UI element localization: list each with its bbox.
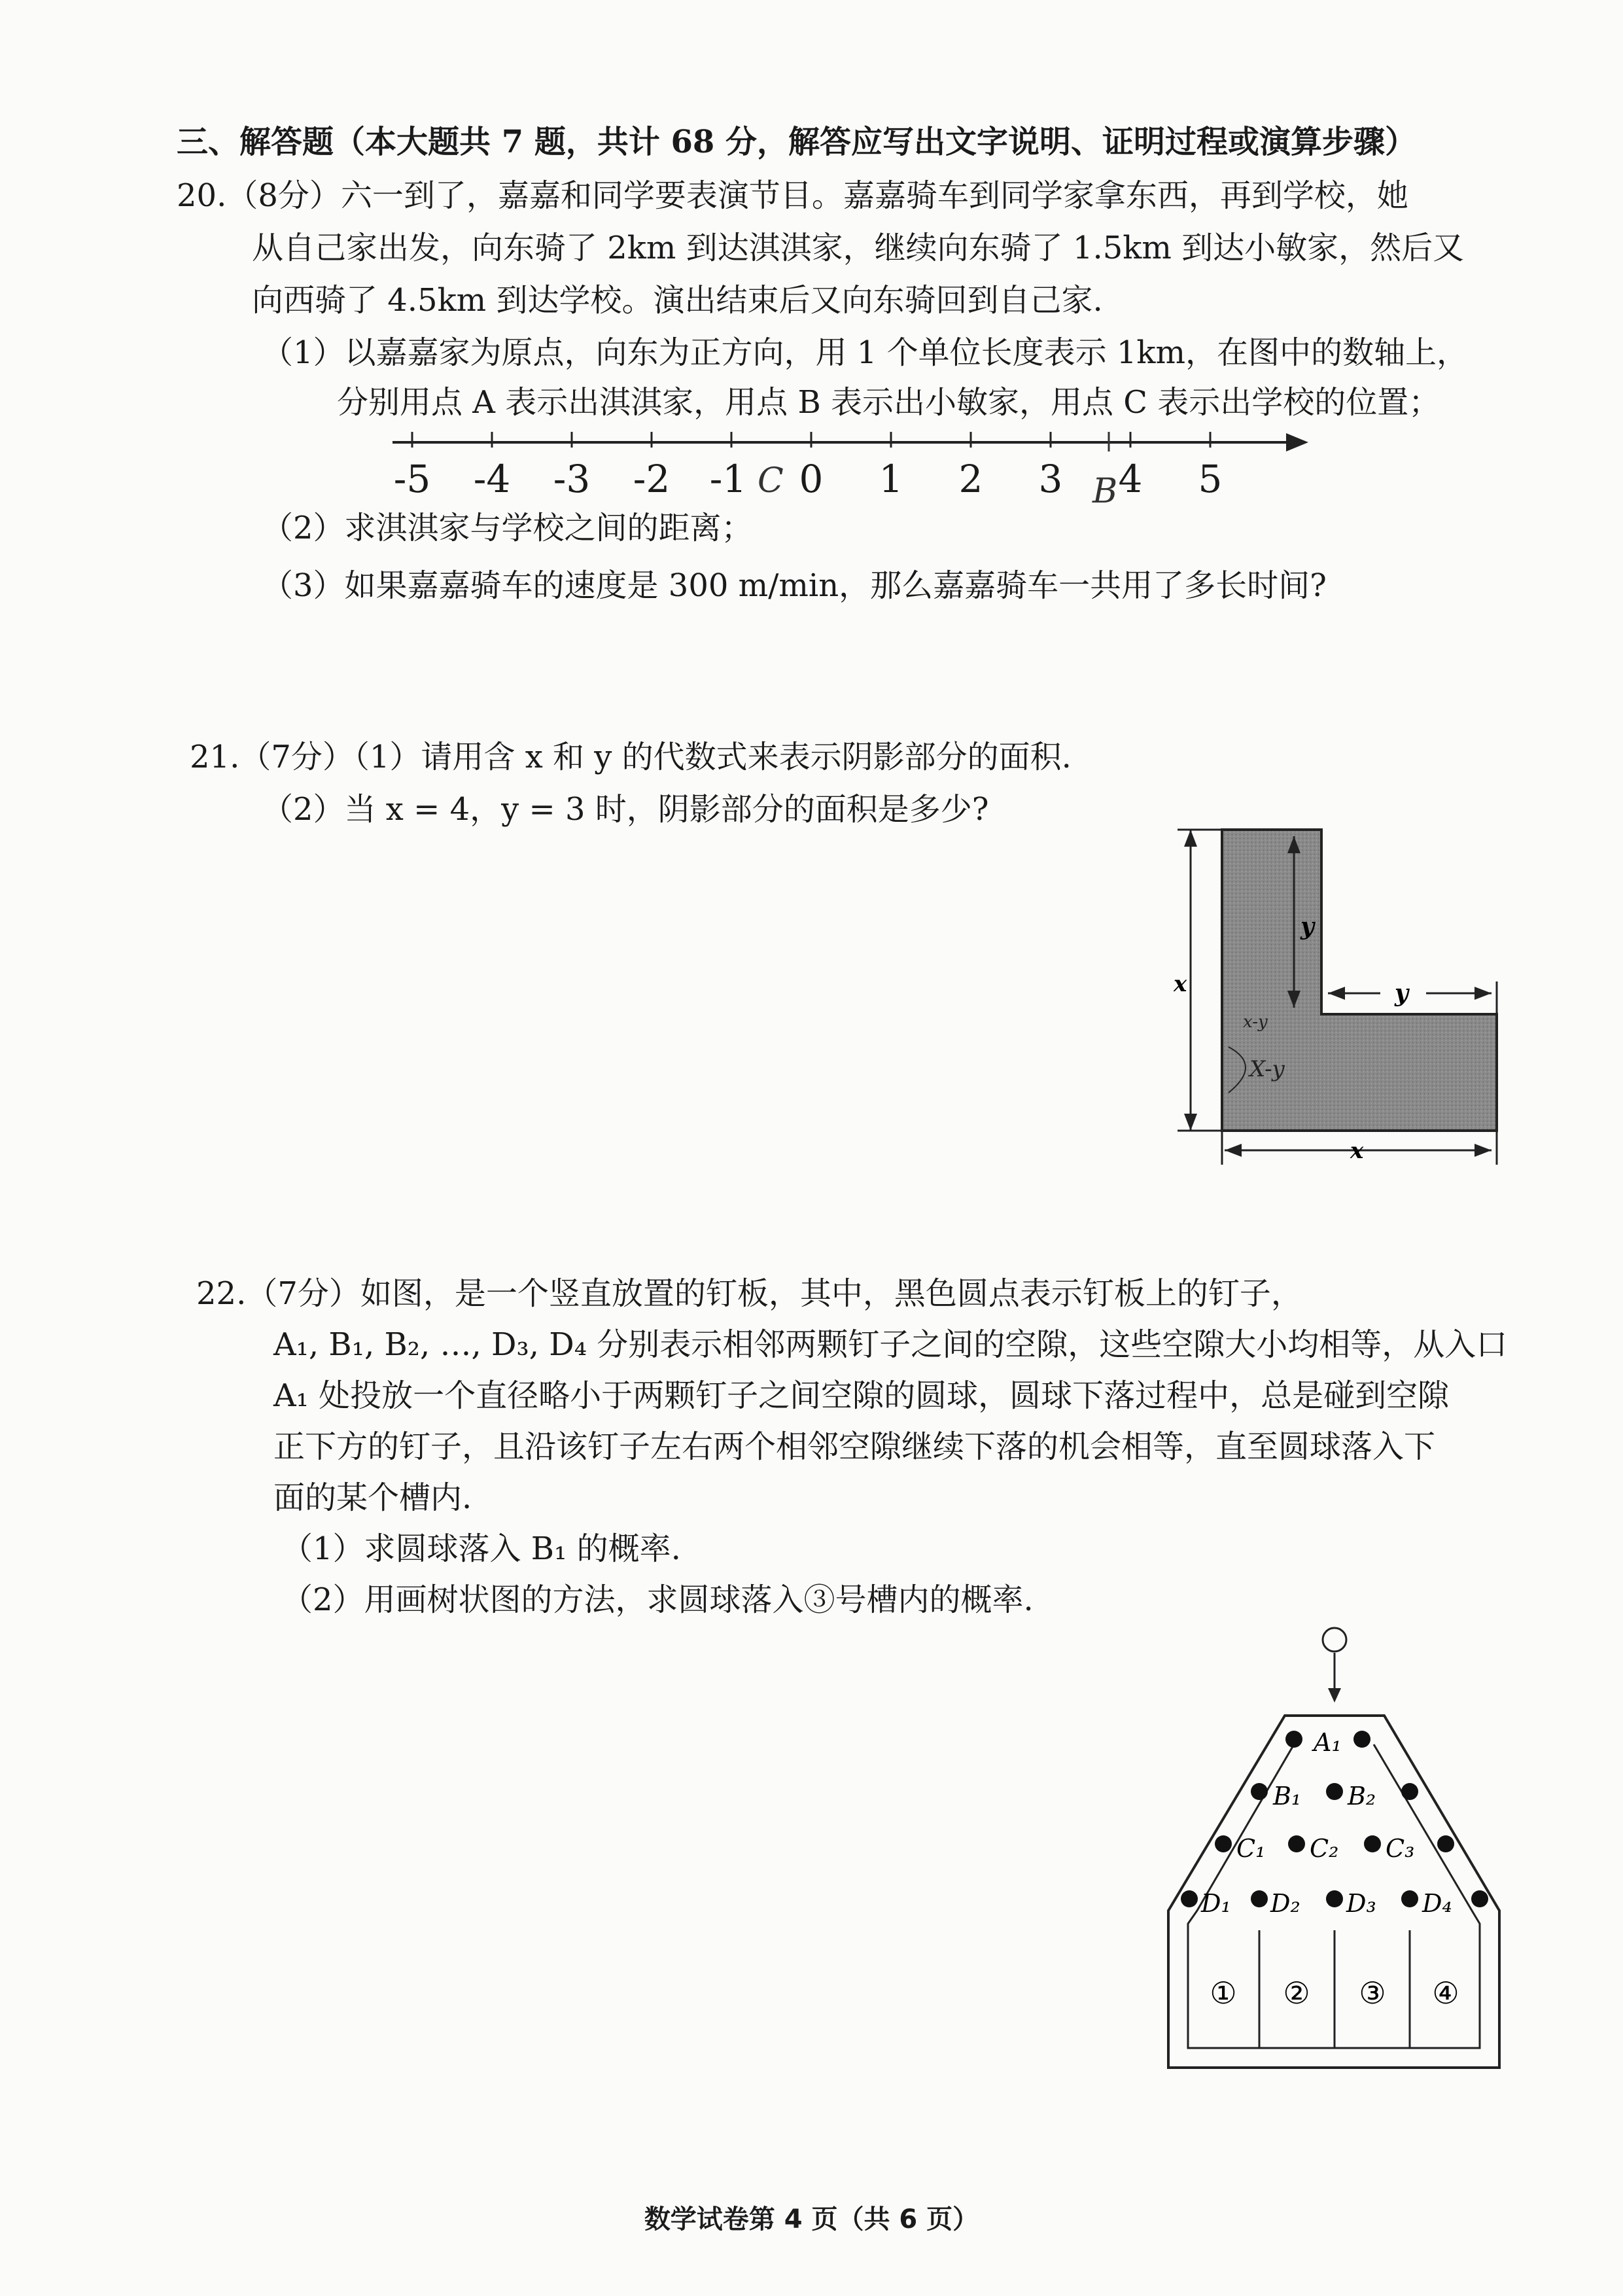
tick-label: -3 [553, 457, 591, 501]
gap-label-d2: D₂ [1270, 1889, 1300, 1918]
q20-part1-line2: 分别用点 A 表示出淇淇家，用点 B 表示出小敏家，用点 C 表示出学校的位置； [337, 384, 1440, 421]
q20-line3: 向西骑了 4.5km 到达学校。演出结束后又向东骑回到自己家. [252, 282, 1103, 319]
q20-points: （8分） [226, 177, 341, 214]
handwritten-note: X-y [1249, 1056, 1285, 1082]
shaded-region [1222, 830, 1497, 1131]
page-footer: 数学试卷第 4 页（共 6 页） [644, 2204, 979, 2234]
gap-label-c3: C₃ [1386, 1834, 1415, 1863]
tick-label: -2 [633, 457, 671, 501]
gap-label-c2: C₂ [1310, 1834, 1339, 1863]
slot-label-2: ② [1283, 1975, 1310, 2011]
label-y-top: y [1300, 913, 1314, 940]
q22-header [196, 1269, 1302, 1318]
q21-number: 21. [190, 739, 240, 775]
handwritten-note: x-y [1243, 1012, 1268, 1032]
q22-part2: （2）用画树状图的方法，求圆球落入③号槽内的概率. [281, 1581, 1034, 1618]
handwritten-mark-b: B [1092, 472, 1118, 510]
q21-points: （7分） [239, 739, 354, 775]
tick-label: 3 [1038, 457, 1063, 501]
gap-label-b2: B₂ [1348, 1782, 1376, 1810]
arrow-down-icon [1328, 1688, 1341, 1703]
tick-label: 0 [799, 457, 824, 501]
gap-label-d3: D₃ [1346, 1889, 1376, 1918]
q22-line2: A₁, B₁, B₂, …, D₃, D₄ 分别表示相邻两颗钉子之间的空隙，这些空隙大小均相等，从入口 [273, 1326, 1508, 1363]
q22-line4: 正下方的钉子，且沿该钉子左右两个相邻空隙继续下落的机会相等，直至圆球落入下 [273, 1428, 1436, 1465]
q21-part2: （2）当 x = 4，y = 3 时，阴影部分的面积是多少? [262, 791, 989, 828]
tick-label: 1 [879, 457, 903, 501]
label-x-bottom: x [1350, 1138, 1364, 1164]
tick-label: 4 [1118, 457, 1143, 501]
section-title: 三、解答题（本大题共 7 题，共计 68 分，解答应写出文字说明、证明过程或演算步骤） [177, 124, 1417, 160]
q22-number: 22. [196, 1275, 247, 1312]
l-shape-figure [1164, 818, 1505, 1171]
label-y-right: y [1395, 980, 1408, 1007]
tick-label: -4 [473, 457, 511, 501]
q20-part1-line1: （1）以嘉嘉家为原点，向东为正方向，用 1 个单位长度表示 1km，在图中的数轴上， [262, 334, 1468, 371]
slot-label-1: ① [1210, 1975, 1237, 2011]
slot-label-3: ③ [1359, 1975, 1386, 2011]
handwritten-mark-c: C [758, 461, 784, 501]
ball-icon [1323, 1628, 1346, 1651]
q22-line3: A₁ 处投放一个直径略小于两颗钉子之间空隙的圆球，圆球下落过程中，总是碰到空隙 [273, 1377, 1450, 1414]
q20-header [177, 171, 1408, 220]
tick-marks [412, 432, 1210, 448]
tick-label: -5 [393, 457, 431, 501]
q21-header [190, 733, 1072, 781]
gap-label-a1: A₁ [1314, 1728, 1342, 1757]
slot-label-4: ④ [1432, 1975, 1459, 2011]
gap-label-d4: D₄ [1422, 1889, 1452, 1918]
gap-label-b1: B₁ [1273, 1782, 1302, 1810]
q22-line5: 面的某个槽内. [273, 1479, 472, 1516]
q20-part2: （2）求淇淇家与学校之间的距离； [262, 510, 753, 546]
q22-line1: 如图，是一个竖直放置的钉板，其中，黑色圆点表示钉板上的钉子， [360, 1275, 1302, 1312]
q21-part1: （1）请用含 x 和 y 的代数式来表示阴影部分的面积. [353, 739, 1072, 775]
tick-label: -1 [709, 457, 747, 501]
label-x-left: x [1174, 971, 1187, 997]
q20-line2: 从自己家出发，向东骑了 2km 到达淇淇家，继续向东骑了 1.5km 到达小敏家，然后又 [252, 230, 1465, 266]
gap-label-c1: C₁ [1236, 1834, 1266, 1863]
q20-number: 20. [177, 177, 227, 214]
gap-label-d1: D₁ [1201, 1889, 1231, 1918]
tick-label: 5 [1198, 457, 1223, 501]
q20-part3: （3）如果嘉嘉骑车的速度是 300 m/min，那么嘉嘉骑车一共用了多长时间? [262, 567, 1327, 604]
tick-label: 2 [958, 457, 983, 501]
q20-line1: 六一到了，嘉嘉和同学要表演节目。嘉嘉骑车到同学家拿东西，再到学校，她 [340, 177, 1408, 214]
number-line [366, 419, 1321, 510]
q22-part1: （1）求圆球落入 B₁ 的概率. [281, 1530, 681, 1567]
q22-points: （7分） [246, 1275, 360, 1312]
arrow-right-icon [1286, 433, 1308, 451]
nail-board-figure [1151, 1616, 1518, 2087]
